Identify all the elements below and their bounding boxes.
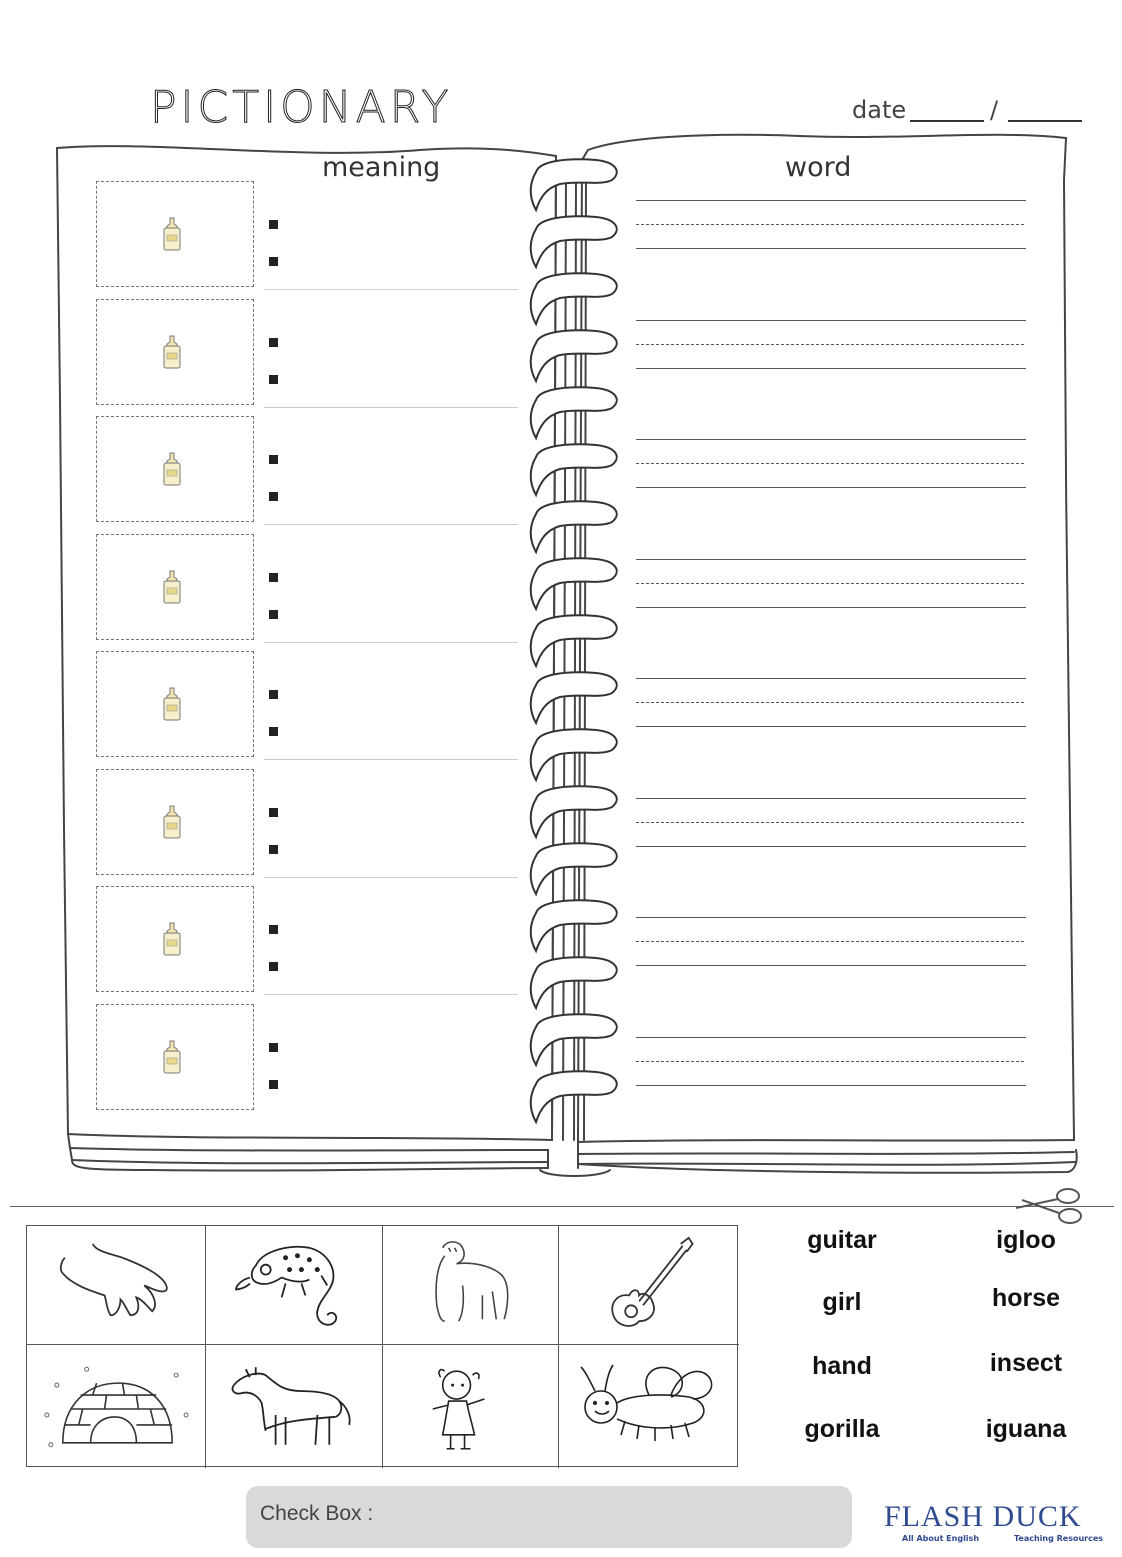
meaning-bullet	[269, 690, 278, 699]
cut-line	[10, 1206, 1114, 1207]
meaning-bullet	[269, 455, 278, 464]
meaning-row-separator	[264, 407, 518, 408]
meaning-bullet	[269, 808, 278, 817]
word-bank-item[interactable]: guitar	[807, 1226, 877, 1254]
picture-glue-box[interactable]	[96, 534, 254, 640]
igloo-icon	[27, 1345, 205, 1468]
meaning-bullet	[269, 610, 278, 619]
spiral-ring	[531, 159, 617, 210]
word-line-midline[interactable]	[636, 224, 1024, 225]
meaning-bullet	[269, 1043, 278, 1052]
meaning-row-separator	[264, 524, 518, 525]
glue-bottle-icon	[161, 569, 183, 605]
word-bank-item[interactable]: gorilla	[804, 1415, 880, 1443]
spiral-ring	[531, 1071, 617, 1122]
brand-logo	[884, 1500, 1114, 1548]
word-line-top[interactable]	[636, 559, 1026, 560]
word-line-top[interactable]	[636, 1037, 1026, 1038]
glue-bottle-icon	[161, 451, 183, 487]
scissors-icon	[1012, 1186, 1084, 1226]
meaning-row-separator	[264, 759, 518, 760]
word-line-midline[interactable]	[636, 463, 1024, 464]
spiral-ring	[531, 273, 617, 324]
guitar-icon	[559, 1226, 739, 1344]
meaning-bullet	[269, 220, 278, 229]
meaning-row-separator	[264, 642, 518, 643]
word-line-top[interactable]	[636, 439, 1026, 440]
picture-card-insect[interactable]	[559, 1345, 739, 1468]
picture-card-girl[interactable]	[383, 1345, 559, 1468]
meaning-bullet	[269, 257, 278, 266]
word-line-base[interactable]	[636, 965, 1026, 966]
meaning-row-separator	[264, 289, 518, 290]
spiral-ring	[531, 615, 617, 666]
word-bank-item[interactable]: horse	[991, 1284, 1061, 1312]
meaning-bullet	[269, 925, 278, 934]
spiral-ring	[531, 1014, 617, 1065]
meaning-column-header: meaning	[322, 152, 441, 183]
chameleon-iguana-icon	[206, 1226, 382, 1344]
word-column-header: word	[785, 152, 852, 183]
insect-icon	[559, 1345, 739, 1468]
word-line-top[interactable]	[636, 200, 1026, 201]
word-line-midline[interactable]	[636, 583, 1024, 584]
spiral-ring	[531, 330, 617, 381]
meaning-bullet	[269, 375, 278, 384]
spiral-ring	[531, 786, 617, 837]
spiral-ring	[531, 843, 617, 894]
word-line-base[interactable]	[636, 607, 1026, 608]
word-line-base[interactable]	[636, 248, 1026, 249]
meaning-row-separator	[264, 994, 518, 995]
girl-icon	[383, 1345, 558, 1468]
spiral-ring	[531, 558, 617, 609]
picture-glue-box[interactable]	[96, 886, 254, 992]
spiral-ring	[531, 387, 617, 438]
word-line-midline[interactable]	[636, 344, 1024, 345]
picture-card-guitar[interactable]	[559, 1226, 739, 1345]
page-title: PICTIONARY	[150, 82, 453, 133]
picture-glue-box[interactable]	[96, 299, 254, 405]
picture-card-hand[interactable]	[27, 1226, 206, 1345]
picture-glue-box[interactable]	[96, 181, 254, 287]
word-bank-item[interactable]: insect	[989, 1349, 1063, 1377]
picture-cards-grid	[26, 1225, 738, 1467]
spiral-ring	[531, 900, 617, 951]
date-label: date	[852, 96, 907, 124]
glue-bottle-icon	[161, 216, 183, 252]
picture-card-gorilla[interactable]	[383, 1226, 559, 1345]
spiral-ring	[531, 501, 617, 552]
glue-bottle-icon	[161, 804, 183, 840]
meaning-bullet	[269, 727, 278, 736]
meaning-bullet	[269, 962, 278, 971]
word-line-top[interactable]	[636, 917, 1026, 918]
word-line-top[interactable]	[636, 798, 1026, 799]
gorilla-icon	[383, 1226, 558, 1344]
date-separator: /	[990, 96, 999, 124]
word-line-base[interactable]	[636, 1085, 1026, 1086]
meaning-bullet	[269, 573, 278, 582]
picture-card-iguana[interactable]	[206, 1226, 383, 1345]
picture-glue-box[interactable]	[96, 651, 254, 757]
meaning-bullet	[269, 845, 278, 854]
meaning-bullet	[269, 338, 278, 347]
word-line-top[interactable]	[636, 678, 1026, 679]
word-line-base[interactable]	[636, 846, 1026, 847]
word-bank-item[interactable]: hand	[812, 1352, 872, 1380]
date-day-blank[interactable]	[1008, 120, 1082, 122]
picture-card-horse[interactable]	[206, 1345, 383, 1468]
spiral-ring	[531, 444, 617, 495]
spiral-ring	[531, 672, 617, 723]
glue-bottle-icon	[161, 921, 183, 957]
picture-glue-box[interactable]	[96, 769, 254, 875]
picture-glue-box[interactable]	[96, 1004, 254, 1110]
check-box-label: Check Box :	[260, 1502, 374, 1525]
spiral-ring	[531, 216, 617, 267]
brand-tagline-right: Teaching Resources	[1014, 1534, 1104, 1543]
word-line-base[interactable]	[636, 368, 1026, 369]
word-bank-item[interactable]: iguana	[985, 1415, 1067, 1443]
date-month-blank[interactable]	[910, 120, 984, 122]
word-line-base[interactable]	[636, 487, 1026, 488]
glue-bottle-icon	[161, 686, 183, 722]
meaning-bullet	[269, 492, 278, 501]
horse-icon	[206, 1345, 382, 1468]
word-line-midline[interactable]	[636, 941, 1024, 942]
picture-glue-box[interactable]	[96, 416, 254, 522]
spiral-ring	[531, 957, 617, 1008]
brand-tagline-left: All About English	[902, 1534, 980, 1543]
word-line-base[interactable]	[636, 726, 1026, 727]
brand-name: FLASH DUCK	[884, 1500, 1082, 1533]
hand-icon	[27, 1226, 205, 1344]
word-line-midline[interactable]	[636, 1061, 1024, 1062]
word-bank-item[interactable]: girl	[822, 1288, 862, 1316]
meaning-bullet	[269, 1080, 278, 1089]
meaning-row-separator	[264, 877, 518, 878]
word-bank-item[interactable]: igloo	[996, 1226, 1056, 1254]
spiral-ring	[531, 729, 617, 780]
picture-card-igloo[interactable]	[27, 1345, 206, 1468]
word-line-midline[interactable]	[636, 822, 1024, 823]
glue-bottle-icon	[161, 1039, 183, 1075]
check-box[interactable]	[246, 1486, 852, 1548]
word-line-top[interactable]	[636, 320, 1026, 321]
word-line-midline[interactable]	[636, 702, 1024, 703]
glue-bottle-icon	[161, 334, 183, 370]
